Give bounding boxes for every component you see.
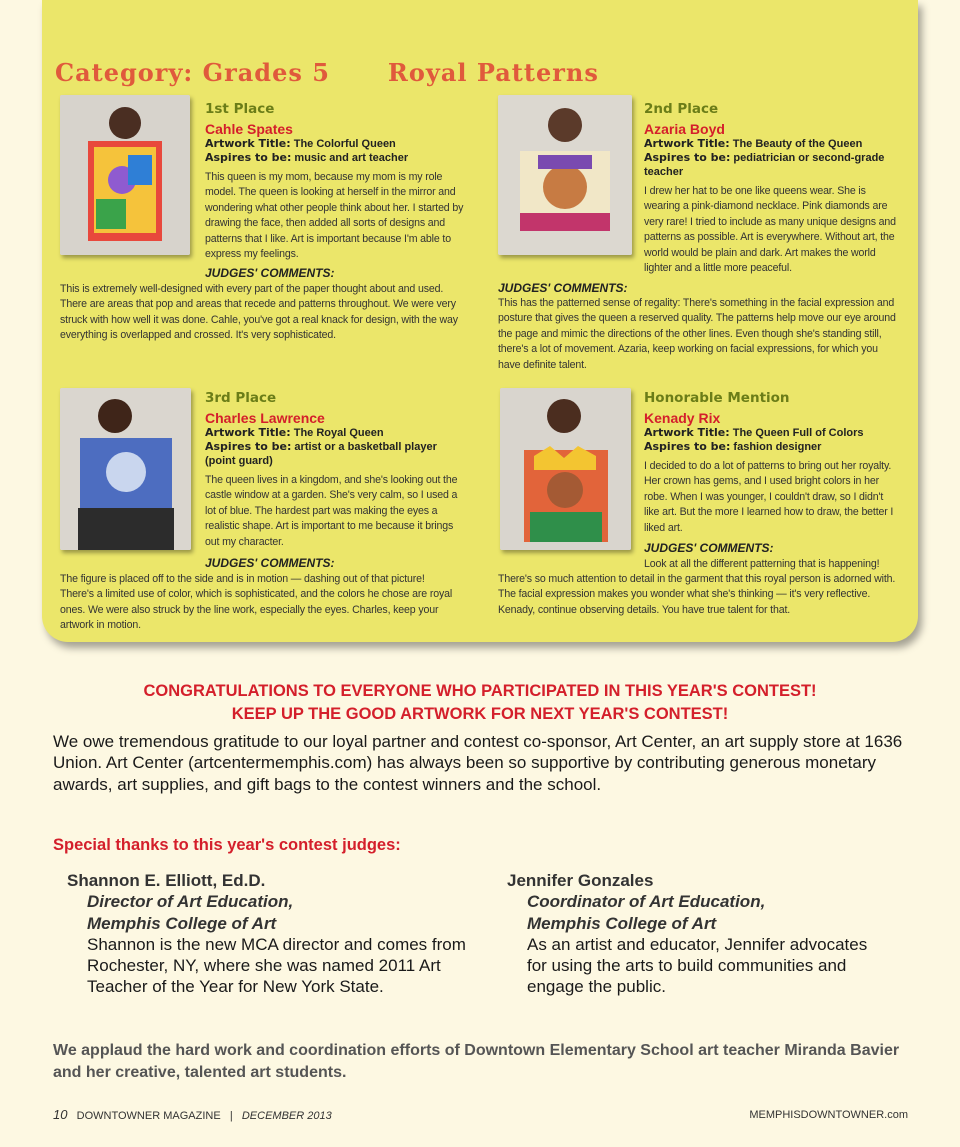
aspires-value: music and art teacher	[294, 152, 409, 164]
judges-comments-heading: JUDGES' COMMENTS:	[205, 556, 335, 570]
place-label: Honorable Mention	[644, 390, 790, 406]
winner-name: Charles Lawrence	[205, 410, 325, 426]
judge-bio: As an artist and educator, Jennifer advocates for using the arts to build communities and engage the public.	[527, 934, 868, 997]
congrats-line-2: KEEP UP THE GOOD ARTWORK FOR NEXT YEAR'S CONTEST!	[231, 705, 729, 723]
judge-role: Coordinator of Art Education,	[527, 892, 766, 912]
artwork-title: The Royal Queen	[293, 427, 384, 439]
category-heading	[55, 58, 599, 87]
aspires-label: Aspires to be:	[644, 151, 731, 164]
place-label: 2nd Place	[644, 101, 719, 117]
winner-name: Azaria Boyd	[644, 121, 725, 137]
judges-comments-text: There's so much attention to detail in the garment that this royal person is adorned with. The facial expression makes you wonder what she's thinking — it's very reflective. Kenady, continue observing details. You have true talent for that.	[498, 573, 896, 616]
student-quote: This queen is my mom, because my mom is my role model. The queen is looking at herself in the mirror and wondering what other people think about her. I started by drawing the face, then added all sorts of designs and patterns that I like. Art is important because I'm able to express my feelings.	[205, 171, 464, 261]
judge-bio: Shannon is the new MCA director and comes from Rochester, NY, where she was named 2011 Art Teacher of the Year for New York State.	[87, 934, 466, 997]
aspires-value: artist or a basketball player (point guard)	[205, 441, 437, 467]
winner-name: Cahle Spates	[205, 121, 293, 137]
judge-institution: Memphis College of Art	[527, 913, 717, 933]
photo-kenady-rix	[500, 388, 631, 550]
entry-2nd-place	[644, 101, 898, 276]
entry-3rd-place	[205, 390, 467, 550]
student-quote: I decided to do a lot of patterns to bring out her royalty. Her crown has gems, and I used bright colors in her robe. When I was younger, I couldn't draw, so I didn't like art. But the more I learned how to draw, the better I liked art.	[644, 460, 894, 534]
student-quote: I drew her hat to be one like queens wear. She is wearing a pink-diamond necklace. Pink diamonds are very rare! I tried to include as many unique designs and patterns as possible. Art is everywhere. Without art, the world would be plain and dark. Art makes the world lighter and a little more peaceful.	[644, 185, 896, 275]
entry-1st-place	[205, 101, 467, 262]
judges-comments-first-line: Look at all the different patterning that is happening!	[644, 558, 880, 570]
judge-role: Director of Art Education,	[87, 892, 294, 912]
photo-azaria-boyd	[498, 95, 632, 255]
artwork-title: The Colorful Queen	[293, 138, 396, 150]
winner-name: Kenady Rix	[644, 410, 721, 426]
place-label: 1st Place	[205, 101, 275, 117]
artwork-title-label: Artwork Title:	[205, 137, 291, 150]
aspires-label: Aspires to be:	[205, 440, 292, 453]
issue-date: DECEMBER 2013	[241, 1110, 332, 1122]
judge-institution: Memphis College of Art	[87, 913, 277, 933]
congrats-line-1: CONGRATULATIONS TO EVERYONE WHO PARTICIPATED IN THIS YEAR'S CONTEST!	[143, 682, 817, 700]
footer-separator: |	[229, 1110, 233, 1122]
aspires-label: Aspires to be:	[644, 440, 731, 453]
judges-comments-text: This is extremely well-designed with every part of the paper thought about and used. There are areas that pop and areas that recede and patterns throughout. We were very struck with how well it was done. Cahle, you've got a real knack for design, with the way everything is overlapped and crossed. It's very sophisticated.	[60, 283, 458, 342]
applaud-paragraph: We applaud the hard work and coordination efforts of Downtown Elementary School art teacher Miranda Bavier and her creative, talented art students.	[53, 1042, 900, 1081]
gratitude-paragraph: We owe tremendous gratitude to our loyal partner and contest co-sponsor, Art Center, an art supply store at 1636 Union. Art Center (artcentermemphis.com) has always been so supportive by contributing generous monetary awards, art supplies, and gift bags to the contest winners and the school.	[53, 732, 903, 794]
judges-thanks-heading: Special thanks to this year's contest judges:	[53, 836, 401, 854]
judge-name: Shannon E. Elliott, Ed.D.	[67, 871, 266, 890]
photo-charles-lawrence	[60, 388, 191, 550]
artwork-title: The Beauty of the Queen	[732, 138, 863, 150]
photo-cahle-spates	[60, 95, 190, 255]
category-label: Category: Grades 5	[55, 58, 330, 87]
judges-comments-heading: JUDGES' COMMENTS:	[205, 266, 335, 280]
category-theme: Royal Patterns	[387, 58, 599, 87]
page-footer	[53, 1107, 908, 1122]
judge-name: Jennifer Gonzales	[507, 871, 654, 890]
student-quote: The queen lives in a kingdom, and she's looking out the castle window at a garden. She's very calm, so I used a lot of blue. The hardest part was making the eyes a realistic shape. Art is important to me because it brings out my character.	[205, 474, 458, 548]
artwork-title: The Queen Full of Colors	[732, 427, 864, 439]
congratulations-banner	[0, 680, 960, 726]
judges-comments-heading: JUDGES' COMMENTS:	[644, 541, 774, 555]
judge-jennifer-gonzales	[507, 870, 877, 998]
judges-comments-text: This has the patterned sense of regality: There's something in the facial expression and posture that gives the queen a reserved quality. The patterns help move our eye around the page and mimic the directions of the other lines. Even though she's standing still, there's a lot of movement. Azaria, keep working on facial expressions, for which you have definite talent.	[498, 297, 896, 371]
place-label: 3rd Place	[205, 390, 277, 406]
artwork-title-label: Artwork Title:	[205, 426, 291, 439]
aspires-value: fashion designer	[733, 441, 822, 453]
entry-honorable-mention	[644, 390, 898, 536]
artwork-title-label: Artwork Title:	[644, 137, 730, 150]
page-number: 10	[53, 1107, 68, 1122]
aspires-value: pediatrician or second-grade teacher	[644, 152, 885, 178]
judges-comments-text: The figure is placed off to the side and is in motion — dashing out of that picture! There's a limited use of color, which is sophisticated, and the colors he chose are royal ones. We were also struck by the line work, especially the eyes. Charles, keep your artwork in motion.	[60, 573, 453, 632]
website-link[interactable]: MEMPHISDOWNTOWNER.com	[749, 1109, 908, 1121]
judges-comments-heading: JUDGES' COMMENTS:	[498, 281, 628, 295]
artwork-title-label: Artwork Title:	[644, 426, 730, 439]
magazine-name: DOWNTOWNER MAGAZINE	[76, 1110, 221, 1122]
judge-shannon-elliott	[67, 870, 467, 998]
aspires-label: Aspires to be:	[205, 151, 292, 164]
